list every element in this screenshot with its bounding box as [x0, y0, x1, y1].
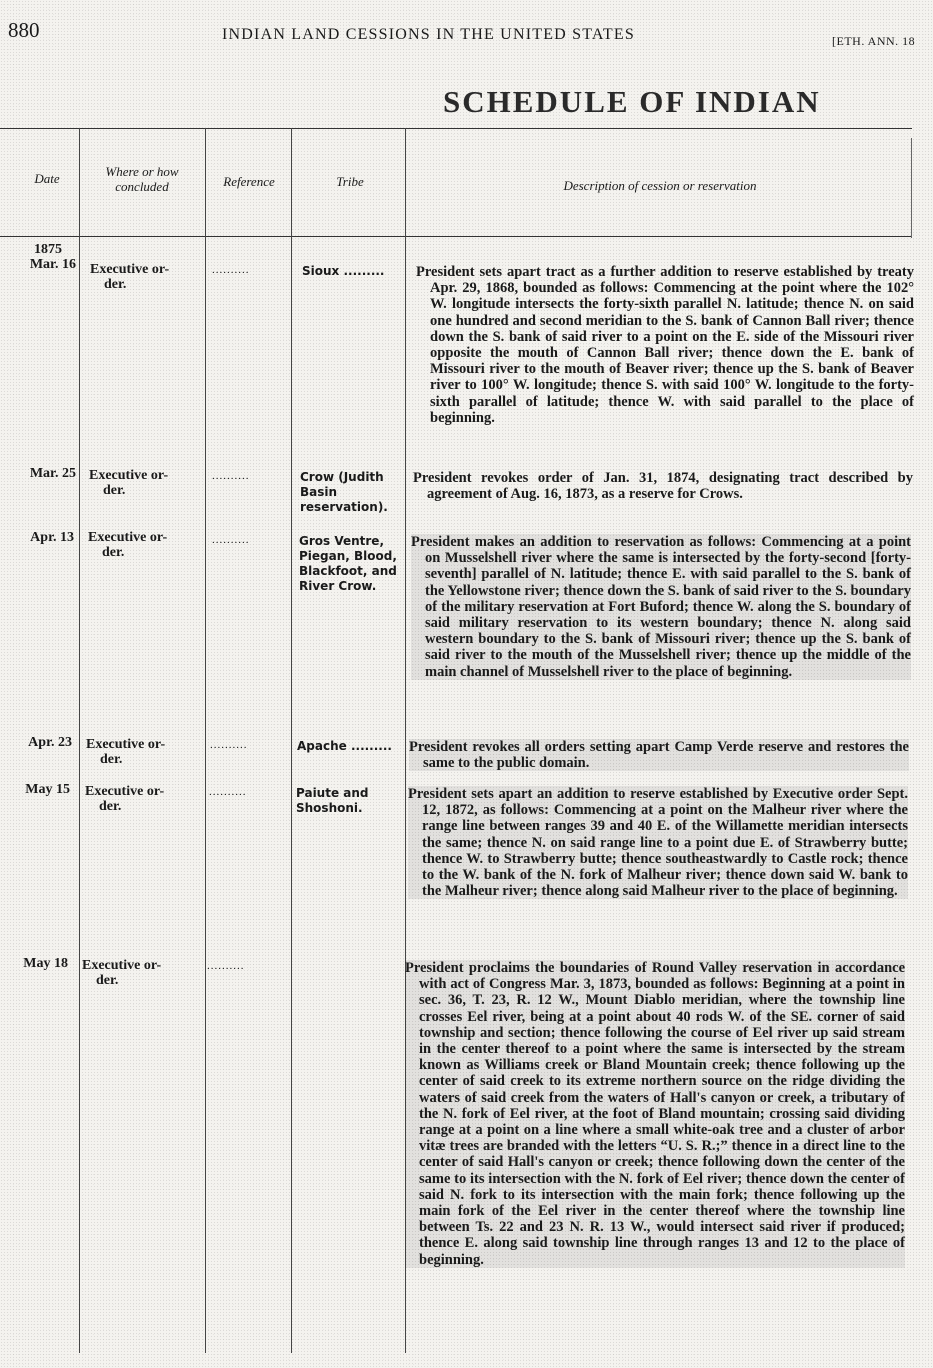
row-reference: .......... [212, 264, 250, 276]
row-where: Executive or- der. [88, 530, 168, 560]
row-date-text: Apr. 13 [30, 530, 74, 545]
col-header-where: Where or how concluded [105, 164, 179, 194]
row-date [0, 956, 68, 971]
row-reference: .......... [212, 470, 250, 482]
row-date [4, 530, 74, 545]
table-top-rule [0, 128, 912, 129]
row-reference: .......... [210, 739, 248, 751]
column-rule [205, 128, 206, 1353]
row-date [6, 466, 76, 481]
header-bottom-rule [0, 236, 912, 237]
column-rule [79, 128, 80, 1353]
page-number: 880 [8, 18, 40, 42]
col-header-description: Description of cession or reservation [563, 178, 757, 193]
row-tribe: Paiute and Shoshoni. [296, 786, 369, 815]
annual-reference: [ETH. ANN. 18 [832, 34, 916, 48]
row-reference: .......... [212, 534, 250, 546]
row-description: President sets apart tract as a further addition to reserve established by treaty Apr. 29, 1868, bounded as follows: Commencing at the point where the 102° W. longitude intersects the forty-sixth parallel N. latitude; thence N. on said one hundred and second meridian to the S. bank of Cannon Ball river; thence down the S. bank of said river to a point on the E. side of the Missouri river opposite the mouth of Cannon Ball river; thence down the E. bank of Missouri river to the mouth of Beaver river; thence up the S. bank of Beaver river to 100° W. longitude; thence S. with said 100° W. longitude to the forty-sixth parallel of latitude; thence W. with said parallel to the place of beginning. [416, 264, 914, 426]
row-reference: .......... [207, 960, 245, 972]
running-head: INDIAN LAND CESSIONS IN THE UNITED STATES [222, 26, 635, 43]
row-date [6, 242, 76, 272]
row-tribe: Apache ......... [297, 739, 392, 753]
row-where: Executive or- der. [85, 784, 165, 814]
row-where: Executive or- der. [86, 737, 166, 767]
row-description: President proclaims the boundaries of Round Valley reservation in accordance with act of Congress Mar. 3, 1873, bounded as follows: Beginning at a point in sec. 36, T. 23, R. 12 W., Mount Diablo meridian, where the township line crosses Eel river, being at a point about 40 rods W. of the SE. corner of said township and section; thence following the course of Eel river up said stream in the center thereof to a point where the same is intersected by the stream known as Williams creek or Bland Mountain creek; thence following up the center of said creek to its extreme northern source on the ridge dividing the waters of said creek from the waters of Hall's canyon or creek, a tributary of the N. fork of Eel river, at the foot of Bland mountain; crossing said dividing range at a point on a line where a small white-oak tree and a cluster of arbor vitæ trees are branded with the letters “U. S. R.;” thence in a direct line to the center of said Hall's canyon or creek; thence following down the center of the same to its intersection with the N. fork of Eel river; thence down the center of said N. fork to its intersection with the main fork; thence following up the main fork of the Eel river in the center thereof where the township line between Ts. 22 and 23 N. R. 13 W., would intersect said river if produced; thence E. along said township line through ranges 13 and 12 to the place of beginning. [405, 960, 905, 1268]
row-date-text: Mar. 25 [29, 466, 76, 481]
col-header-reference: Reference [223, 174, 275, 189]
row-where: Executive or- der. [89, 468, 169, 498]
row-description: President revokes all orders setting apart Camp Verde reserve and restores the same to the public domain. [409, 739, 909, 772]
row-tribe: Sioux ......... [302, 264, 385, 278]
row-description: President revokes order of Jan. 31, 1874, designating tract described by agreement of Aug. 16, 1873, as a reserve for Crows. [413, 470, 913, 503]
col-header-date: Date [34, 171, 60, 186]
row-date-text: Mar. 16 [29, 257, 76, 272]
row-description: President sets apart an addition to reserve established by Executive order Sept. 12, 1872, as follows: Commencing at a point on the Malheur river where the range line between ranges 39 and 40 E. of the Willamette meridian intersects the same; thence N. on said range line to a point due E. of Strawberry butte; thence W. to Strawberry butte; thence southeastwardly to Castle rock; thence to the W. bank of the N. fork of Malheur river; thence down said W. bank to the Malheur river; thence along said Malheur river to the place of beginning. [408, 786, 908, 900]
row-date [0, 782, 70, 797]
row-tribe: Gros Ventre, Piegan, Blood, Blackfoot, and River Crow. [299, 534, 397, 593]
row-where: Executive or- der. [90, 262, 170, 292]
row-date-text: May 15 [25, 782, 70, 797]
row-where: Executive or- der. [82, 958, 162, 988]
schedule-title: SCHEDULE OF INDIAN [443, 84, 821, 119]
row-tribe: Crow (Judith Basin reservation). [300, 470, 388, 514]
row-reference: .......... [209, 786, 247, 798]
row-year: 1875 [34, 242, 62, 257]
row-date-text: May 18 [23, 956, 68, 971]
row-description: President makes an addition to reservation as follows: Commencing at a point on Musselshell river where the same is intersected by the forty-second [forty-seventh] parallel of N. latitude; thence E. with said parallel to the S. bank of the Yellowstone river; thence down the S. bank of said river to the S. boundary of the military reservation at Fort Buford; thence W. along the S. boundary of said military reservation to its western boundary; thence N. along said western boundary to the S. bank of Missouri river; thence up the S. bank of said river to the mouth of the Musselshell river; thence up the middle of the main channel of Musselshell river to the place of beginning. [411, 534, 911, 680]
row-date-text: Apr. 23 [28, 735, 72, 750]
row-date [2, 735, 72, 750]
column-rule [911, 138, 912, 238]
col-header-tribe: Tribe [336, 174, 364, 189]
column-rule [291, 128, 292, 1353]
